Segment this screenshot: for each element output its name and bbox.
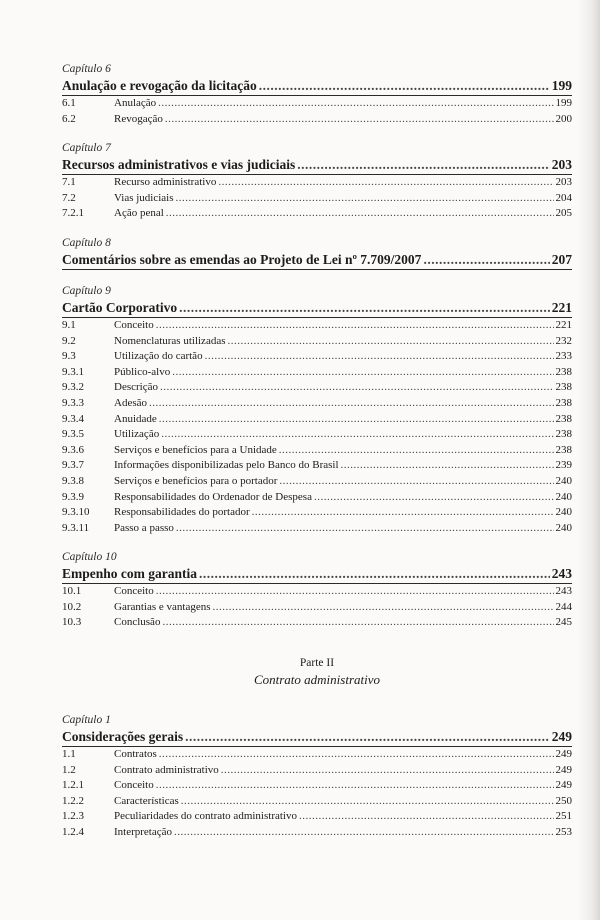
section-page-number: 253: [555, 826, 572, 839]
chapter-title: Recursos administrativos e vias judiciais: [62, 157, 296, 173]
section-number: 1.1: [62, 748, 76, 761]
section-row: [62, 474, 572, 490]
section-page-number: 249: [555, 763, 572, 776]
dot-leader: [221, 763, 554, 779]
chapter-entry: [62, 713, 572, 841]
section-title: Adesão: [114, 396, 147, 409]
dot-leader: [259, 77, 550, 94]
chapter-entry: [62, 284, 572, 536]
section-row: [62, 443, 572, 459]
section-title: Conclusão: [114, 616, 161, 629]
section-row: [62, 206, 572, 222]
chapter-title-row: [62, 156, 572, 175]
section-row: [62, 318, 572, 334]
dot-leader: [156, 778, 554, 794]
section-number: 7.2: [62, 191, 76, 204]
section-number: 6.1: [62, 97, 76, 109]
section-page-number: 238: [555, 365, 572, 378]
section-row: [62, 349, 572, 365]
section-number: 9.3.7: [62, 459, 84, 472]
section-title: Informações disponibilizadas pelo Banco do Brasil: [114, 459, 339, 472]
dot-leader: [158, 96, 553, 112]
chapter-title-row: [62, 565, 572, 584]
chapter-label: Capítulo 7: [62, 142, 111, 155]
dot-leader: [174, 825, 553, 841]
section-row: [62, 175, 572, 191]
section-row: [62, 458, 572, 474]
chapter-label: Capítulo 6: [62, 63, 111, 75]
chapter-title: Considerações gerais: [62, 729, 184, 745]
section-page-number: 249: [555, 748, 572, 761]
section-number: 9.3.5: [62, 428, 84, 441]
section-number: 9.3: [62, 350, 76, 363]
chapter-title-row: [62, 77, 572, 96]
section-page-number: 240: [555, 506, 572, 519]
section-page-number: 204: [555, 191, 572, 204]
chapter-entry: [62, 550, 572, 631]
section-title: Recurso administrativo: [114, 176, 217, 189]
chapter-label: Capítulo 1: [62, 714, 111, 727]
section-title: Anulação: [114, 97, 157, 109]
section-title: Garantias e vantagens: [114, 600, 211, 613]
chapter-title: Anulação e revogação da licitação: [62, 78, 257, 93]
section-row: [62, 615, 572, 631]
dot-leader: [205, 349, 554, 365]
chapter-title-row: [62, 251, 572, 270]
table-of-contents: [62, 62, 572, 855]
dot-leader: [160, 380, 554, 396]
section-number: 9.3.6: [62, 443, 84, 456]
chapter-title: Cartão Corporativo: [62, 299, 178, 315]
section-row: [62, 825, 572, 841]
section-number: 9.3.4: [62, 412, 84, 425]
chapter-title: Comentários sobre as emendas ao Projeto de Lei nº 7.709/2007: [62, 251, 422, 267]
section-page-number: 221: [555, 318, 572, 331]
dot-leader: [228, 334, 554, 350]
dot-leader: [218, 175, 553, 191]
dot-leader: [423, 251, 549, 268]
section-row: [62, 380, 572, 396]
chapter-page-number: 249: [551, 729, 572, 745]
section-number: 9.3.3: [62, 396, 84, 409]
section-title: Utilização do cartão: [114, 350, 203, 363]
chapter-title-row: [62, 299, 572, 318]
dot-leader: [181, 794, 554, 810]
section-row: [62, 412, 572, 428]
section-title: Revogação: [114, 112, 163, 125]
dot-leader: [159, 747, 554, 763]
section-number: 7.2.1: [62, 207, 84, 220]
section-page-number: 239: [555, 459, 572, 472]
dot-leader: [199, 565, 550, 582]
section-row: [62, 427, 572, 443]
chapter-entry: [62, 236, 572, 270]
section-row: [62, 490, 572, 506]
dot-leader: [213, 600, 554, 616]
section-title: Responsabilidades do portador: [114, 506, 250, 519]
section-title: Contratos: [114, 748, 157, 761]
chapter-entry: [62, 62, 572, 127]
dot-leader: [297, 156, 549, 173]
section-number: 9.3.11: [62, 521, 90, 534]
section-page-number: 243: [555, 585, 572, 598]
section-row: [62, 794, 572, 810]
section-title: Conceito: [114, 779, 154, 792]
section-number: 10.2: [62, 600, 82, 613]
dot-leader: [179, 299, 550, 316]
section-number: 10.3: [62, 616, 82, 629]
section-page-number: 232: [555, 334, 572, 347]
part1-chapter-list: [62, 62, 572, 631]
dot-leader: [341, 458, 554, 474]
dot-leader: [279, 474, 553, 490]
dot-leader: [156, 318, 554, 334]
section-page-number: 203: [555, 176, 572, 189]
dot-leader: [176, 191, 554, 207]
section-title: Público-alvo: [114, 365, 171, 378]
section-title: Passo a passo: [114, 521, 174, 534]
chapter-label: Capítulo 8: [62, 236, 111, 249]
section-number: 1.2.4: [62, 826, 84, 839]
section-title: Ação penal: [114, 207, 164, 220]
section-title: Utilização: [114, 428, 160, 441]
section-row: [62, 778, 572, 794]
section-number: 9.3.8: [62, 474, 84, 487]
section-row: [62, 96, 572, 112]
section-row: [62, 365, 572, 381]
dot-leader: [299, 809, 554, 825]
dot-leader: [252, 505, 554, 521]
part-number: Parte II: [299, 657, 335, 670]
section-row: [62, 747, 572, 763]
section-title: Serviços e benefícios para a Unidade: [114, 443, 277, 456]
section-title: Conceito: [114, 585, 154, 598]
part-title: Contrato administrativo: [253, 672, 381, 688]
chapter-title-row: [62, 728, 572, 747]
chapter-page-number: 207: [551, 251, 572, 267]
section-row: [62, 521, 572, 537]
section-page-number: 249: [555, 779, 572, 792]
chapter-label: Capítulo 9: [62, 284, 111, 297]
section-page-number: 199: [555, 97, 572, 109]
dot-leader: [159, 412, 554, 428]
section-page-number: 233: [555, 350, 572, 363]
chapter-page-number: 199: [551, 78, 572, 93]
section-number: 7.1: [62, 176, 76, 189]
section-number: 9.3.10: [62, 506, 90, 519]
section-page-number: 238: [555, 396, 572, 409]
section-page-number: 240: [555, 521, 572, 534]
section-row: [62, 396, 572, 412]
section-title: Contrato administrativo: [114, 763, 219, 776]
section-page-number: 240: [555, 474, 572, 487]
section-number: 9.2: [62, 334, 76, 347]
section-number: 9.3.9: [62, 490, 84, 503]
section-page-number: 238: [555, 428, 572, 441]
section-number: 6.2: [62, 112, 76, 125]
section-row: [62, 584, 572, 600]
section-title: Interpretação: [114, 826, 173, 839]
section-row: [62, 505, 572, 521]
section-page-number: 251: [555, 810, 572, 823]
section-title: Anuidade: [114, 412, 157, 425]
dot-leader: [279, 443, 554, 459]
page-edge-shadow: [578, 0, 600, 920]
part2-chapter-list: [62, 713, 572, 841]
dot-leader: [314, 490, 554, 506]
section-title: Características: [114, 794, 179, 807]
section-row: [62, 763, 572, 779]
section-row: [62, 334, 572, 350]
dot-leader: [166, 206, 554, 222]
section-page-number: 205: [555, 207, 572, 220]
section-page-number: 238: [555, 381, 572, 394]
section-page-number: 245: [555, 616, 572, 629]
section-number: 1.2.3: [62, 810, 84, 823]
dot-leader: [165, 112, 554, 128]
section-title: Peculiaridades do contrato administrativo: [114, 810, 297, 823]
chapter-title: Empenho com garantia: [62, 566, 197, 582]
dot-leader: [176, 521, 554, 537]
section-number: 1.2.2: [62, 794, 84, 807]
dot-leader: [149, 396, 554, 412]
chapter-entry: [62, 141, 572, 222]
section-title: Conceito: [114, 318, 154, 331]
section-number: 9.1: [62, 318, 76, 331]
section-title: Descrição: [114, 381, 158, 394]
chapter-page-number: 221: [551, 299, 572, 315]
chapter-page-number: 203: [551, 157, 572, 173]
dot-leader: [162, 615, 553, 631]
section-page-number: 238: [555, 412, 572, 425]
section-title: Vias judiciais: [114, 191, 174, 204]
chapter-label: Capítulo 10: [62, 551, 117, 564]
section-title: Nomenclaturas utilizadas: [114, 334, 226, 347]
section-row: [62, 191, 572, 207]
section-number: 1.2: [62, 763, 76, 776]
section-row: [62, 809, 572, 825]
section-title: Responsabilidades do Ordenador de Despesa: [114, 490, 312, 503]
chapter-page-number: 243: [551, 566, 572, 582]
section-page-number: 250: [555, 794, 572, 807]
section-page-number: 244: [555, 600, 572, 613]
dot-leader: [161, 427, 553, 443]
section-row: [62, 112, 572, 128]
section-number: 10.1: [62, 585, 82, 598]
dot-leader: [156, 584, 554, 600]
dot-leader: [172, 365, 553, 381]
section-page-number: 240: [555, 490, 572, 503]
section-number: 9.3.1: [62, 365, 84, 378]
section-row: [62, 600, 572, 616]
section-page-number: 200: [555, 112, 572, 125]
section-title: Serviços e benefícios para o portador: [114, 474, 278, 487]
part-heading: [62, 655, 572, 689]
dot-leader: [185, 728, 550, 745]
section-number: 1.2.1: [62, 779, 84, 792]
section-number: 9.3.2: [62, 381, 84, 394]
section-page-number: 238: [555, 443, 572, 456]
